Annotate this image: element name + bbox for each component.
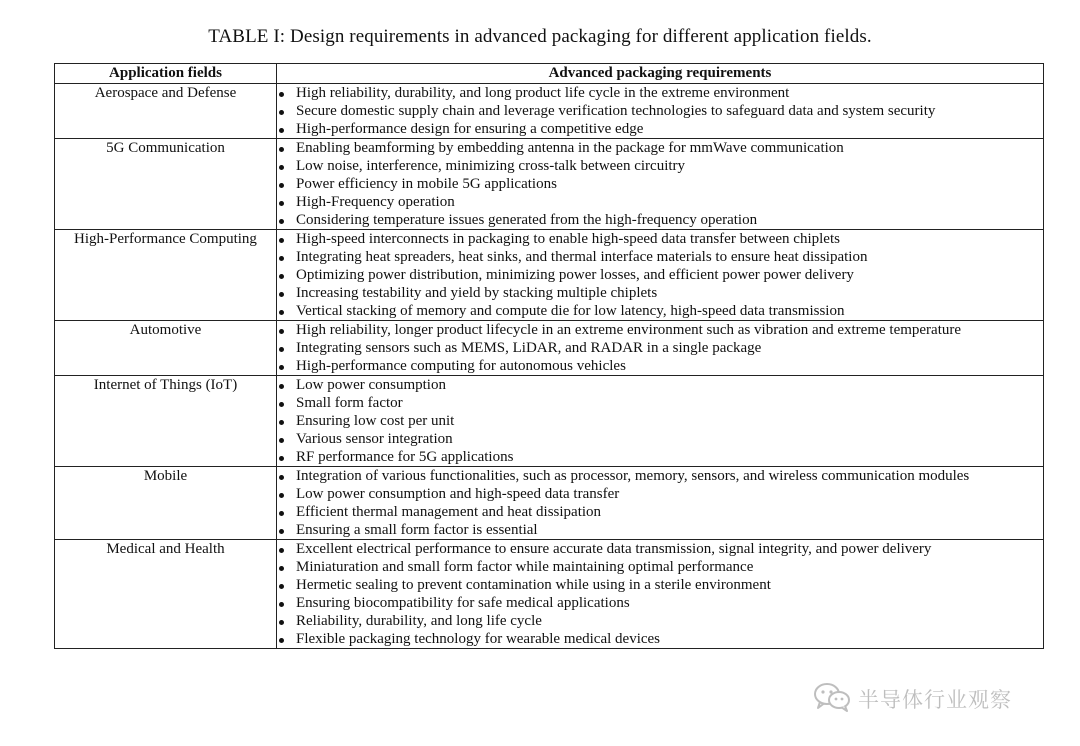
requirement-item: High reliability, durability, and long product life cycle in the extreme environment: [277, 84, 1043, 102]
requirement-item: Integrating sensors such as MEMS, LiDAR, and RADAR in a single package: [277, 339, 1043, 357]
table-row: [55, 84, 1044, 139]
table-caption: TABLE I: Design requirements in advanced packaging for different application fields.: [208, 26, 872, 47]
requirements-cell: [277, 540, 1044, 649]
requirement-item: Ensuring low cost per unit: [277, 412, 1043, 430]
table-header-row: [55, 64, 1044, 84]
requirement-item: Ensuring a small form factor is essential: [277, 521, 1043, 539]
application-field-cell: Mobile: [55, 467, 277, 540]
header-application-fields: Application fields: [55, 64, 277, 84]
requirement-item: Reliability, durability, and long life cycle: [277, 612, 1043, 630]
requirements-list: [277, 467, 1043, 539]
requirement-item: Integrating heat spreaders, heat sinks, and thermal interface materials to ensure heat dissipation: [277, 248, 1043, 266]
requirements-cell: [277, 467, 1044, 540]
application-field-cell: Automotive: [55, 321, 277, 376]
requirements-list: [277, 321, 1043, 375]
requirement-item: Efficient thermal management and heat dissipation: [277, 503, 1043, 521]
requirement-item: Integration of various functionalities, such as processor, memory, sensors, and wireless communication modules: [277, 467, 1043, 485]
requirements-cell: [277, 139, 1044, 230]
requirement-item: Power efficiency in mobile 5G applications: [277, 175, 1043, 193]
application-field-cell: Internet of Things (IoT): [55, 376, 277, 467]
table-row: [55, 467, 1044, 540]
requirement-item: Enabling beamforming by embedding antenna in the package for mmWave communication: [277, 139, 1043, 157]
requirement-item: High-speed interconnects in packaging to enable high-speed data transfer between chiplets: [277, 230, 1043, 248]
requirements-cell: [277, 321, 1044, 376]
requirements-cell: [277, 230, 1044, 321]
requirement-item: Small form factor: [277, 394, 1043, 412]
wechat-icon: [812, 681, 852, 718]
requirement-item: High-Frequency operation: [277, 193, 1043, 211]
requirement-item: Ensuring biocompatibility for safe medical applications: [277, 594, 1043, 612]
requirement-item: Flexible packaging technology for wearable medical devices: [277, 630, 1043, 648]
requirement-item: Excellent electrical performance to ensure accurate data transmission, signal integrity, and power delivery: [277, 540, 1043, 558]
requirements-list: [277, 376, 1043, 466]
header-packaging-requirements: Advanced packaging requirements: [277, 64, 1044, 84]
application-field-cell: Medical and Health: [55, 540, 277, 649]
requirements-list: [277, 84, 1043, 138]
requirements-cell: [277, 84, 1044, 139]
requirement-item: Considering temperature issues generated from the high-frequency operation: [277, 211, 1043, 229]
requirement-item: Low power consumption: [277, 376, 1043, 394]
requirements-list: [277, 230, 1043, 320]
table-row: [55, 376, 1044, 467]
application-field-cell: 5G Communication: [55, 139, 277, 230]
requirement-item: RF performance for 5G applications: [277, 448, 1043, 466]
table-row: [55, 540, 1044, 649]
requirements-list: [277, 540, 1043, 648]
requirement-item: Optimizing power distribution, minimizing power losses, and efficient power power delivery: [277, 266, 1043, 284]
table-body: [55, 84, 1044, 649]
table-row: [55, 139, 1044, 230]
application-field-cell: Aerospace and Defense: [55, 84, 277, 139]
application-field-cell: High-Performance Computing: [55, 230, 277, 321]
requirements-list: [277, 139, 1043, 229]
requirement-item: Secure domestic supply chain and leverage verification technologies to safeguard data and system security: [277, 102, 1043, 120]
watermark-text: 半导体行业观察: [858, 688, 1012, 712]
watermark: [812, 679, 1012, 719]
requirement-item: Low noise, interference, minimizing cross-talk between circuitry: [277, 157, 1043, 175]
requirement-item: Low power consumption and high-speed data transfer: [277, 485, 1043, 503]
table-row: [55, 321, 1044, 376]
requirement-item: High-performance computing for autonomous vehicles: [277, 357, 1043, 375]
requirement-item: Hermetic sealing to prevent contamination while using in a sterile environment: [277, 576, 1043, 594]
requirement-item: Various sensor integration: [277, 430, 1043, 448]
requirement-item: Increasing testability and yield by stacking multiple chiplets: [277, 284, 1043, 302]
requirement-item: Vertical stacking of memory and compute die for low latency, high-speed data transmission: [277, 302, 1043, 320]
table-row: [55, 230, 1044, 321]
requirement-item: High-performance design for ensuring a competitive edge: [277, 120, 1043, 138]
requirement-item: Miniaturation and small form factor while maintaining optimal performance: [277, 558, 1043, 576]
requirements-cell: [277, 376, 1044, 467]
requirements-table: [54, 63, 1044, 649]
requirement-item: High reliability, longer product lifecycle in an extreme environment such as vibration and extreme temperature: [277, 321, 1043, 339]
